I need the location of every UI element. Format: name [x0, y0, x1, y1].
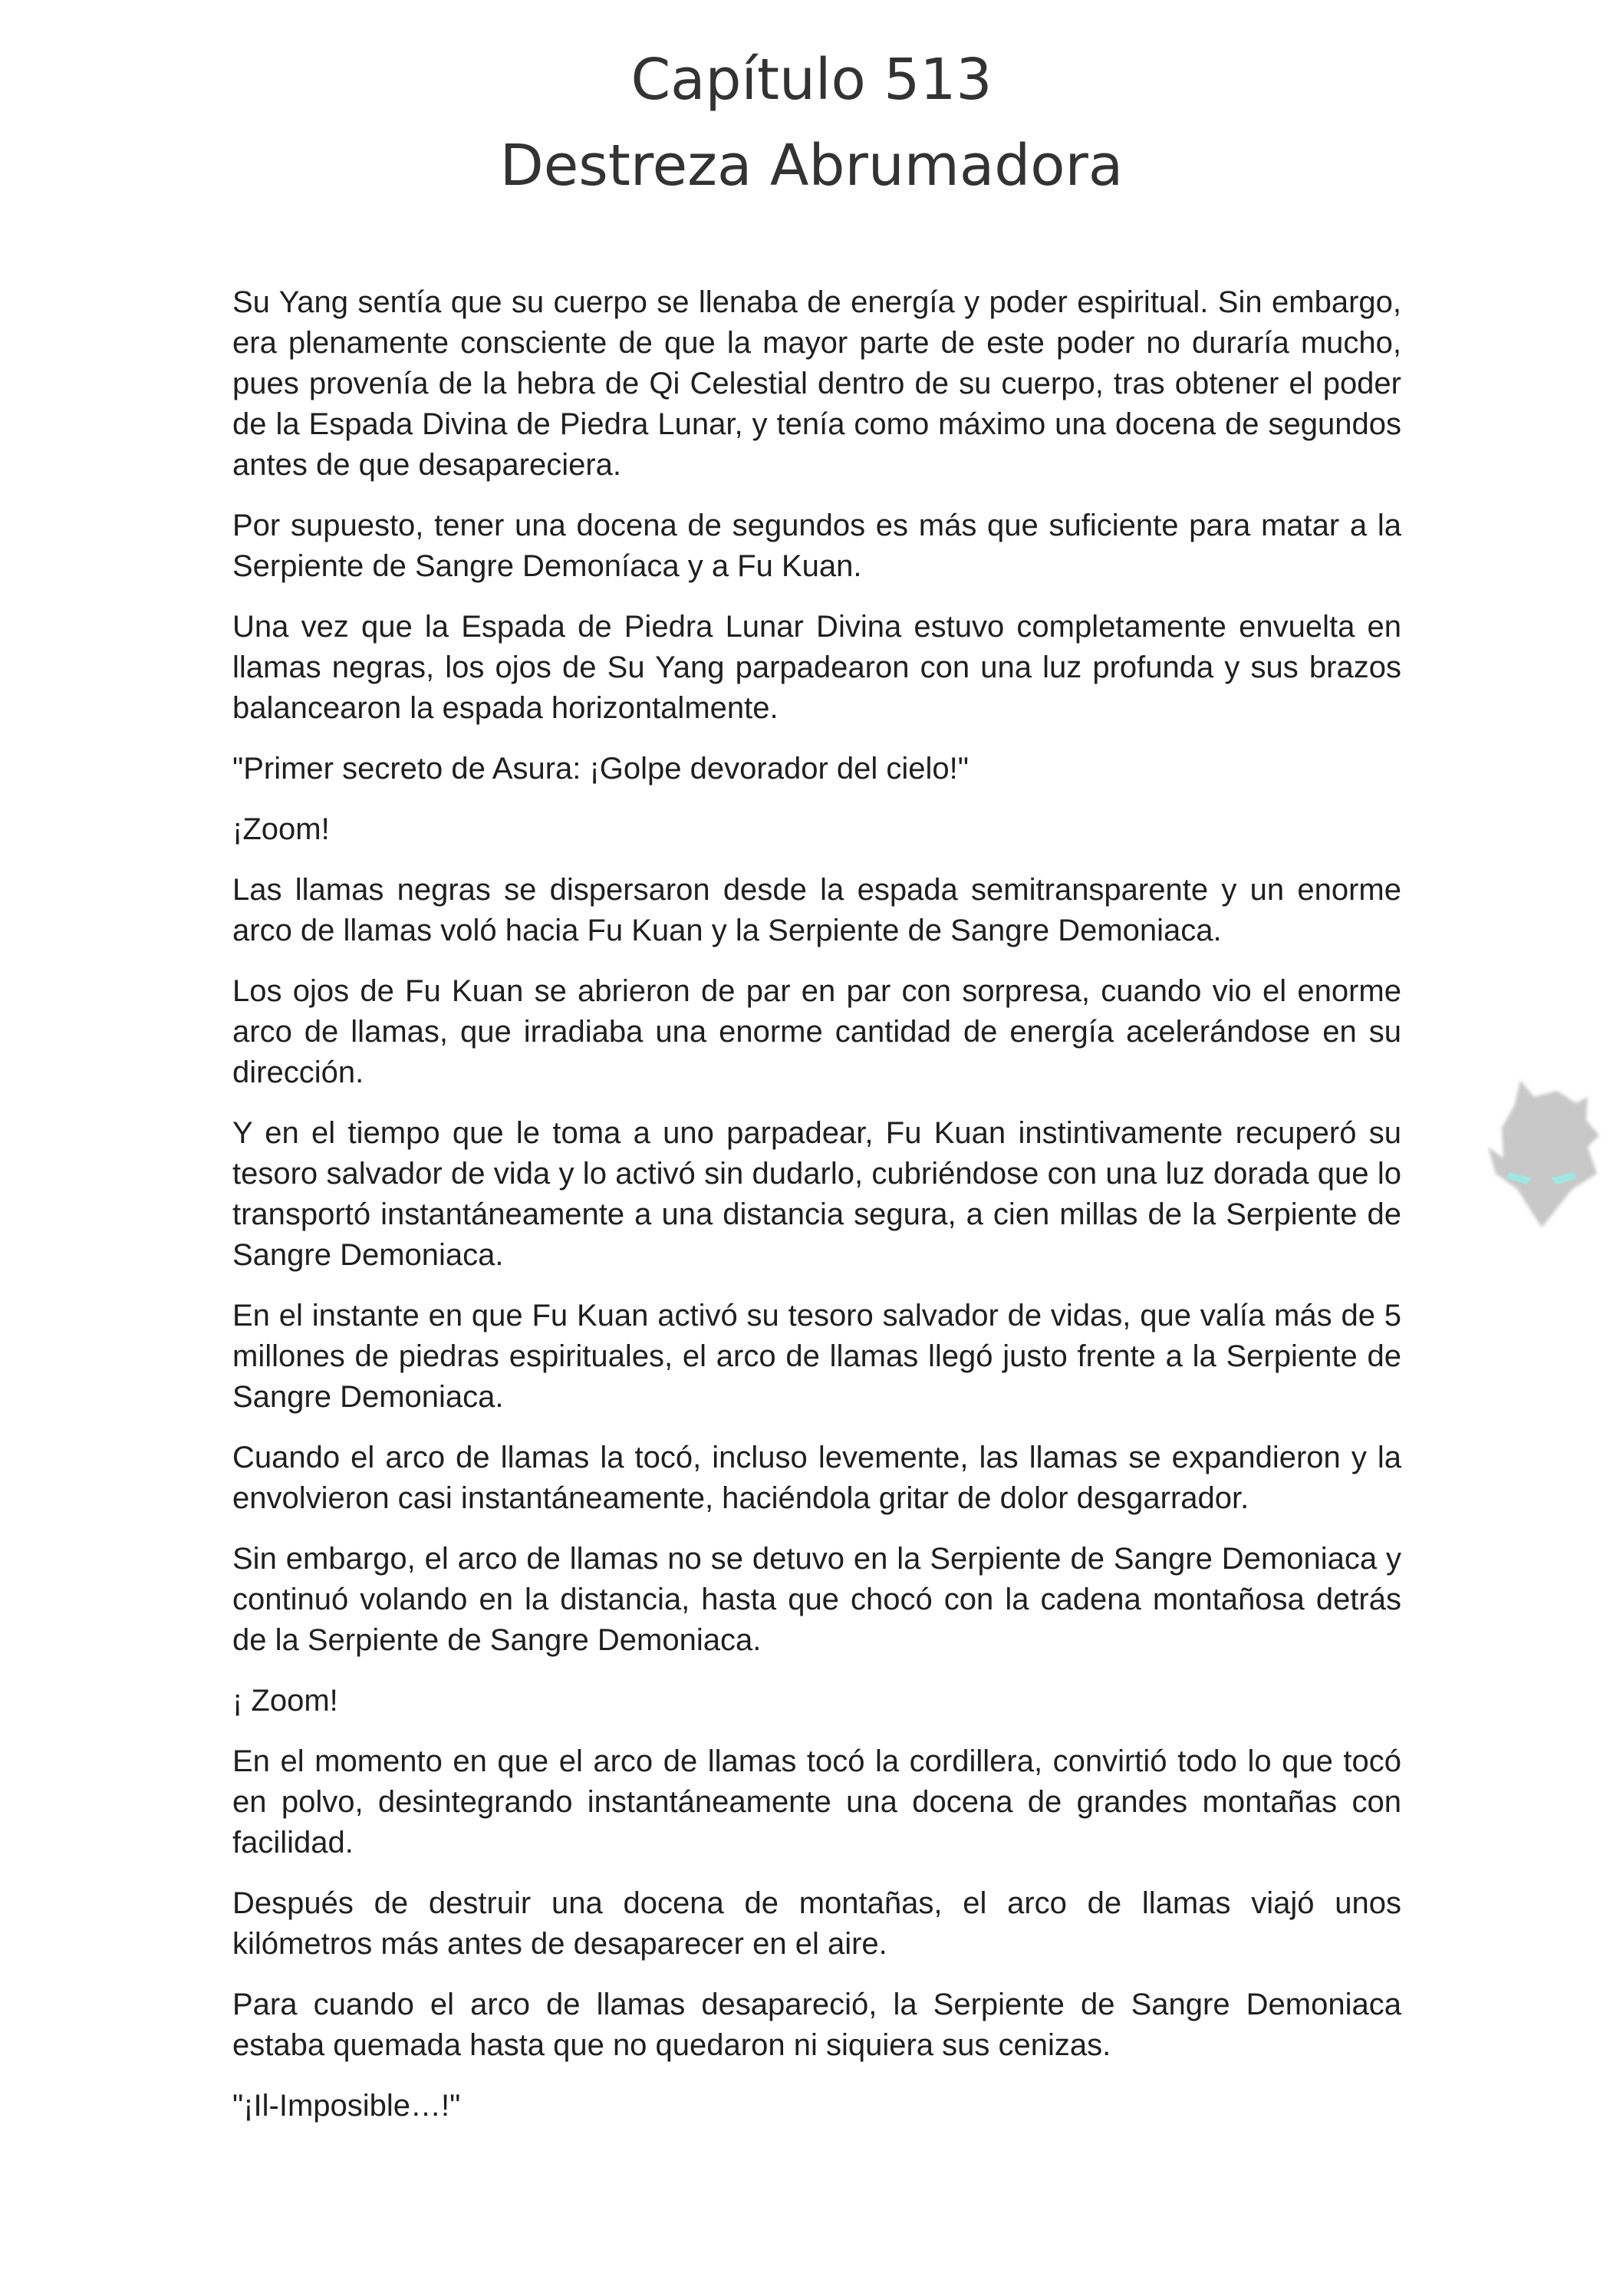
demon-head-icon [1473, 1074, 1611, 1235]
paragraph: ¡ Zoom! [232, 1684, 338, 1718]
paragraph: En el momento en que el arco de llamas tocó la cordillera, convirtió todo lo que tocó en polvo, desintegrando instantáneamente una docena de grandes montañas con facilidad. [232, 1744, 1401, 1860]
paragraph: ¡Zoom! [232, 812, 330, 846]
chapter-title: Destreza Abrumadora [499, 133, 1124, 199]
paragraph: Una vez que la Espada de Piedra Lunar Divina estuvo completamente envuelta en llamas negras, los ojos de Su Yang parpadearon con una luz profunda y sus brazos balancearon la espada horizontalmente. [232, 610, 1401, 725]
paragraph: "¡Il-Imposible…!" [232, 2089, 461, 2123]
chapter-body [232, 282, 1401, 2146]
paragraph: Cuando el arco de llamas la tocó, incluso levemente, las llamas se expandieron y la envolvieron casi instantáneamente, haciéndola gritar de dolor desgarrador. [232, 1441, 1401, 1515]
paragraph: Sin embargo, el arco de llamas no se detuvo en la Serpiente de Sangre Demoniaca y continuó volando en la distancia, hasta que chocó con la cadena montañosa detrás de la Serpiente de Sangre Demoniaca. [232, 1542, 1401, 1657]
chapter-header [0, 37, 1623, 209]
watermark-graphic [1473, 1074, 1611, 1235]
paragraph: En el instante en que Fu Kuan activó su tesoro salvador de vidas, que valía más de 5 millones de piedras espirituales, el arco de llamas llegó justo frente a la Serpiente de Sangre Demoniaca. [232, 1299, 1401, 1414]
chapter-number: Capítulo 513 [630, 47, 993, 113]
paragraph: Por supuesto, tener una docena de segundos es más que suficiente para matar a la Serpiente de Sangre Demoníaca y a Fu Kuan. [232, 509, 1401, 583]
paragraph: Las llamas negras se dispersaron desde la espada semitransparente y un enorme arco de llamas voló hacia Fu Kuan y la Serpiente de Sangre Demoniaca. [232, 873, 1401, 947]
paragraph: Y en el tiempo que le toma a uno parpadear, Fu Kuan instintivamente recuperó su tesoro salvador de vida y lo activó sin dudarlo, cubriéndose con una luz dorada que lo transportó instantáneamente a una distancia segura, a cien millas de la Serpiente de Sangre Demoniaca. [232, 1116, 1401, 1272]
paragraph: "Primer secreto de Asura: ¡Golpe devorador del cielo!" [232, 752, 969, 786]
paragraph: Los ojos de Fu Kuan se abrieron de par en par con sorpresa, cuando vio el enorme arco de llamas, que irradiaba una enorme cantidad de energía acelerándose en su dirección. [232, 974, 1401, 1089]
paragraph: Después de destruir una docena de montañas, el arco de llamas viajó unos kilómetros más antes de desaparecer en el aire. [232, 1886, 1401, 1961]
paragraph: Para cuando el arco de llamas desapareció, la Serpiente de Sangre Demoniaca estaba quemada hasta que no quedaron ni siquiera sus cenizas. [232, 1988, 1401, 2062]
paragraph: Su Yang sentía que su cuerpo se llenaba de energía y poder espiritual. Sin embargo, era plenamente consciente de que la mayor parte de este poder no duraría mucho, pues provenía de la hebra de Qi Celestial dentro de su cuerpo, tras obtener el poder de la Espada Divina de Piedra Lunar, y tenía como máximo una docena de segundos antes de que desapareciera. [232, 285, 1401, 482]
